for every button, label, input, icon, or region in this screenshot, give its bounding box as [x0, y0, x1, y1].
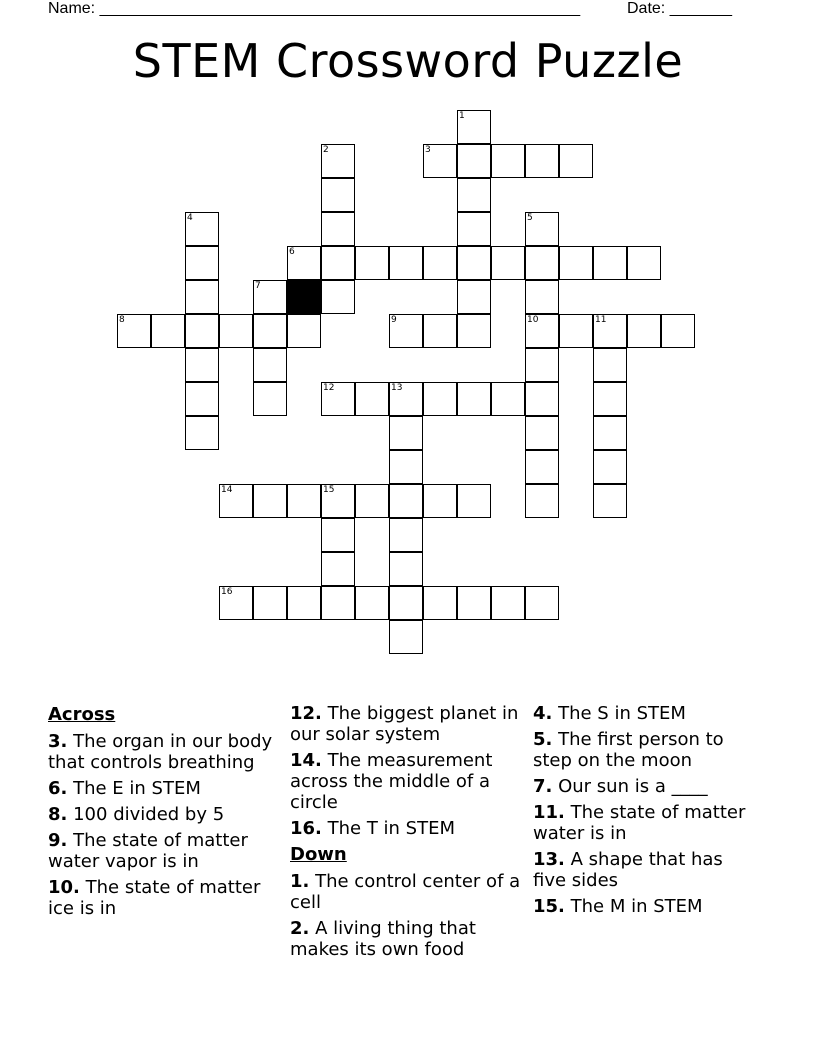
clue-item — [533, 703, 758, 724]
clue-number: 8 — [119, 315, 125, 325]
crossword-cell[interactable] — [355, 246, 389, 280]
crossword-cell[interactable] — [185, 212, 219, 246]
clue-item-number: 1. — [290, 871, 310, 892]
across-clue-list — [48, 731, 278, 919]
down-heading: Down — [290, 844, 347, 865]
crossword-cell[interactable] — [253, 280, 287, 314]
crossword-cell[interactable] — [253, 314, 287, 348]
clue-item-text: The organ in our body that controls breathing — [48, 731, 273, 773]
clue-number: 1 — [459, 111, 465, 121]
crossword-cell[interactable] — [525, 348, 559, 382]
crossword-cell[interactable] — [525, 484, 559, 518]
clues-column-1 — [48, 703, 278, 924]
clue-item-text: The measurement across the middle of a circle — [290, 750, 493, 813]
crossword-cell[interactable] — [389, 586, 423, 620]
crossword-cell[interactable] — [423, 246, 457, 280]
clue-number: 11 — [595, 315, 607, 325]
clue-item-number: 10. — [48, 877, 80, 898]
clue-item-number: 5. — [533, 729, 553, 750]
clue-item-text: The M in STEM — [570, 896, 703, 917]
crossword-cell[interactable] — [661, 314, 695, 348]
clue-item — [533, 896, 758, 917]
clue-number: 16 — [221, 587, 233, 597]
clue-number: 14 — [221, 485, 233, 495]
crossword-cell[interactable] — [457, 484, 491, 518]
crossword-cell[interactable] — [389, 246, 423, 280]
crossword-cell[interactable] — [525, 280, 559, 314]
crossword-cell[interactable] — [457, 110, 491, 144]
clue-item-number: 15. — [533, 896, 565, 917]
crossword-cell[interactable] — [525, 212, 559, 246]
clue-item — [533, 729, 758, 771]
crossword-cell[interactable] — [423, 586, 457, 620]
name-field-label: Name: ______________________________________________________ — [48, 0, 581, 17]
clue-item-text: The state of matter water is in — [533, 802, 746, 844]
across-clue-list-continued — [290, 703, 522, 839]
crossword-cell[interactable] — [525, 416, 559, 450]
clue-number: 5 — [527, 213, 533, 223]
date-field-label: Date: _______ — [627, 0, 732, 17]
crossword-cell[interactable] — [389, 620, 423, 654]
crossword-cell[interactable] — [185, 416, 219, 450]
clue-item — [290, 918, 522, 960]
clue-item-text: 100 divided by 5 — [73, 804, 225, 825]
crossword-cell[interactable] — [525, 382, 559, 416]
down-clue-list — [290, 871, 522, 960]
clue-item — [533, 802, 758, 844]
clue-item — [533, 849, 758, 891]
clue-item — [48, 830, 278, 872]
crossword-cell[interactable] — [457, 586, 491, 620]
crossword-cell[interactable] — [491, 246, 525, 280]
clue-item-number: 14. — [290, 750, 322, 771]
clue-item — [48, 778, 278, 799]
crossword-cell[interactable] — [389, 382, 423, 416]
crossword-cell[interactable] — [593, 382, 627, 416]
crossword-cell[interactable] — [253, 348, 287, 382]
crossword-cell[interactable] — [593, 246, 627, 280]
crossword-cell[interactable] — [559, 314, 593, 348]
crossword-cell[interactable] — [525, 586, 559, 620]
crossword-cell[interactable] — [627, 314, 661, 348]
crossword-cell[interactable] — [627, 246, 661, 280]
clue-item-number: 3. — [48, 731, 68, 752]
crossword-cell[interactable] — [491, 144, 525, 178]
clue-number: 3 — [425, 145, 431, 155]
clue-item — [48, 804, 278, 825]
crossword-cell[interactable] — [593, 450, 627, 484]
crossword-cell[interactable] — [185, 382, 219, 416]
clue-item — [48, 731, 278, 773]
clue-item-number: 6. — [48, 778, 68, 799]
crossword-cell[interactable] — [389, 416, 423, 450]
crossword-cell[interactable] — [321, 518, 355, 552]
crossword-cell[interactable] — [321, 246, 355, 280]
clues-column-3 — [533, 703, 758, 922]
crossword-cell[interactable] — [525, 144, 559, 178]
clue-number: 10 — [527, 315, 539, 325]
clue-item-number: 2. — [290, 918, 310, 939]
clue-item-text: The state of matter ice is in — [48, 877, 261, 919]
clue-item-text: The state of matter water vapor is in — [48, 830, 248, 872]
crossword-cell[interactable] — [593, 484, 627, 518]
crossword-cell[interactable] — [321, 382, 355, 416]
clue-item — [48, 877, 278, 919]
clue-number: 7 — [255, 281, 261, 291]
crossword-cell[interactable] — [219, 314, 253, 348]
crossword-cell[interactable] — [559, 246, 593, 280]
clue-item-number: 7. — [533, 776, 553, 797]
clue-item-number: 9. — [48, 830, 68, 851]
crossword-cell[interactable] — [185, 348, 219, 382]
clue-number: 6 — [289, 247, 295, 257]
clue-item — [290, 703, 522, 745]
crossword-cell[interactable] — [423, 144, 457, 178]
clue-item — [290, 750, 522, 813]
crossword-cell[interactable] — [525, 314, 559, 348]
crossword-cell[interactable] — [117, 314, 151, 348]
crossword-cell[interactable] — [491, 382, 525, 416]
crossword-cell[interactable] — [355, 586, 389, 620]
crossword-cell[interactable] — [593, 416, 627, 450]
crossword-cell[interactable] — [593, 314, 627, 348]
clue-number: 15 — [323, 485, 335, 495]
crossword-cell[interactable] — [389, 450, 423, 484]
clue-item-text: Our sun is a ____ — [558, 776, 708, 797]
clue-item-text: The S in STEM — [558, 703, 686, 724]
clue-item-text: A living thing that makes its own food — [290, 918, 476, 960]
clue-item-text: The E in STEM — [73, 778, 201, 799]
black-square — [287, 280, 321, 314]
crossword-cell[interactable] — [321, 552, 355, 586]
clue-item-text: The first person to step on the moon — [533, 729, 724, 771]
crossword-cell[interactable] — [389, 484, 423, 518]
crossword-cell[interactable] — [389, 314, 423, 348]
clue-number: 2 — [323, 145, 329, 155]
crossword-cell[interactable] — [389, 518, 423, 552]
clue-item-number: 4. — [533, 703, 553, 724]
crossword-cell[interactable] — [457, 212, 491, 246]
crossword-cell[interactable] — [457, 280, 491, 314]
clue-number: 4 — [187, 213, 193, 223]
crossword-cell[interactable] — [389, 552, 423, 586]
crossword-cell[interactable] — [185, 280, 219, 314]
clue-item-text: The control center of a cell — [290, 871, 521, 913]
page-title: STEM Crossword Puzzle — [132, 34, 684, 88]
crossword-cell[interactable] — [457, 144, 491, 178]
crossword-cell[interactable] — [287, 586, 321, 620]
crossword-cell[interactable] — [457, 314, 491, 348]
crossword-cell[interactable] — [457, 246, 491, 280]
clue-item-number: 13. — [533, 849, 565, 870]
clue-number: 9 — [391, 315, 397, 325]
clue-item-text: A shape that has five sides — [533, 849, 723, 891]
clue-item-number: 12. — [290, 703, 322, 724]
crossword-cell[interactable] — [355, 382, 389, 416]
crossword-cell[interactable] — [593, 348, 627, 382]
crossword-cell[interactable] — [253, 382, 287, 416]
header — [0, 0, 816, 20]
crossword-cell[interactable] — [423, 382, 457, 416]
crossword-cell[interactable] — [253, 484, 287, 518]
clue-number: 12 — [323, 383, 335, 393]
across-heading: Across — [48, 704, 116, 725]
clue-item — [533, 776, 758, 797]
crossword-cell[interactable] — [321, 178, 355, 212]
crossword-cell[interactable] — [525, 246, 559, 280]
clue-item — [290, 818, 522, 839]
crossword-cell[interactable] — [321, 586, 355, 620]
crossword-cell[interactable] — [321, 280, 355, 314]
crossword-cell[interactable] — [287, 314, 321, 348]
clues-column-2 — [290, 703, 522, 965]
clue-item — [290, 871, 522, 913]
clue-item-number: 11. — [533, 802, 565, 823]
crossword-cell[interactable] — [321, 212, 355, 246]
crossword-cell[interactable] — [423, 314, 457, 348]
crossword-grid — [117, 110, 699, 658]
clue-item-text: The T in STEM — [327, 818, 455, 839]
crossword-cell[interactable] — [457, 382, 491, 416]
crossword-cell[interactable] — [355, 484, 389, 518]
crossword-cell[interactable] — [219, 484, 253, 518]
clue-item-number: 8. — [48, 804, 68, 825]
crossword-cell[interactable] — [287, 484, 321, 518]
crossword-cell[interactable] — [253, 586, 287, 620]
crossword-cell[interactable] — [321, 484, 355, 518]
crossword-cell[interactable] — [287, 246, 321, 280]
down-clue-list-continued — [533, 703, 758, 917]
crossword-cell[interactable] — [151, 314, 185, 348]
crossword-cell[interactable] — [525, 450, 559, 484]
crossword-cell[interactable] — [423, 484, 457, 518]
clue-item-number: 16. — [290, 818, 322, 839]
crossword-cell[interactable] — [559, 144, 593, 178]
crossword-cell[interactable] — [321, 144, 355, 178]
clue-number: 13 — [391, 383, 403, 393]
clue-item-text: The biggest planet in our solar system — [290, 703, 519, 745]
crossword-cell[interactable] — [457, 178, 491, 212]
crossword-cell[interactable] — [185, 314, 219, 348]
crossword-cell[interactable] — [219, 586, 253, 620]
crossword-cell[interactable] — [185, 246, 219, 280]
crossword-cell[interactable] — [491, 586, 525, 620]
